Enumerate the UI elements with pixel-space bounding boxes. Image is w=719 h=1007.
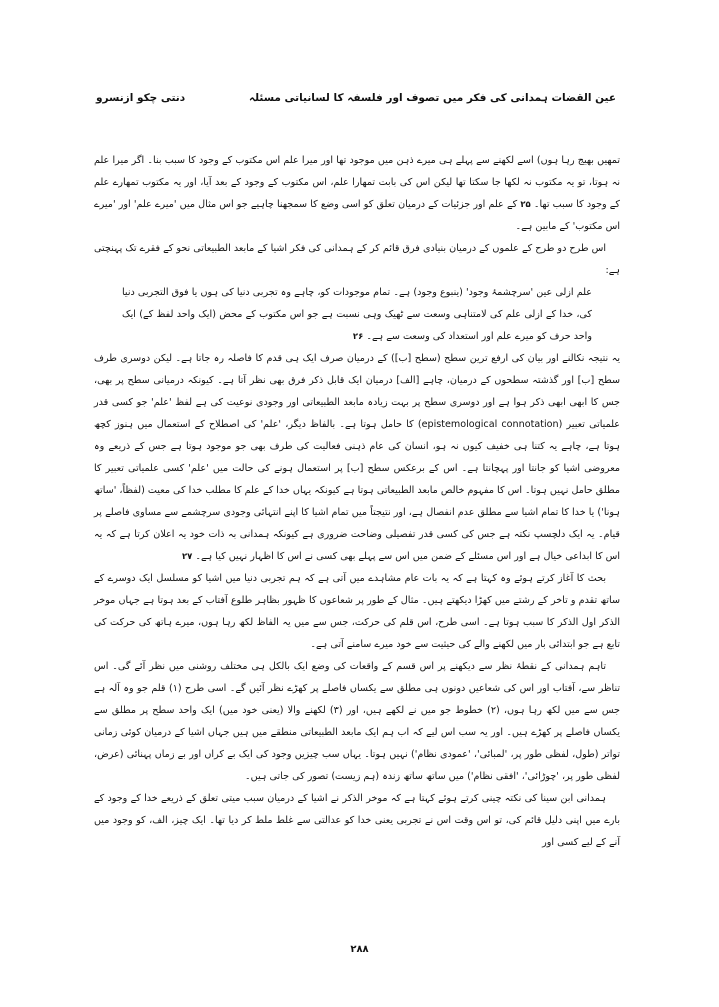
running-header-journal: دنتی چکو ازنسرو xyxy=(96,92,186,104)
paragraph-text: اس طرح دو طرح کے علموں کے درمیان بنیادی فرق قائم کر کے ہمدانی کی فکر اشیا کے مابعد الطبیعاتی نحو کے فقرے تک پہنچتی ہے: xyxy=(94,243,620,276)
paragraph-text: تاہم ہمدانی کے نقطۂ نظر سے دیکھنے پر اس قسم کے واقعات کی وضع ایک بالکل ہی مختلف روشنی میں نظر آئے گی۔ اس تناظر سے، آفتاب اور اس کی شعاعیں دونوں ہی مطلق سے یکساں فاصلے پر کھڑے نظر آئیں گے۔ اسی طرح (۱) قلم جو وہ آلہ ہے جس سے میں لکھ رہا ہوں، (۲) خطوط جو میں نے لکھے ہیں، اور (۳) لکھنے والا (یعنی خود میں) ایک واحد سطح پر مطلق سے یکساں فاصلے پر کھڑے ہیں۔ اور یہ سب اس لیے کہ اب ہم ایک مابعد الطبیعاتی منطقے میں ہیں جہاں اشیا کے درمیان کوئی زمانی تواتر (طول، لفظی طور پر، 'لمبائی'، 'عمودی نظام') نہیں ہوتا۔ یہاں سب چیزیں وجود کی ایک بے کراں اور بے زماں پہنائی (عرض، لفظی طور پر، 'چوڑائی'، 'افقی نظام') میں ساتھ ساتھ زندہ (ہم زیست) تصور کی جاتی ہیں۔ xyxy=(94,661,621,782)
paragraph xyxy=(94,238,620,282)
paragraph-text: بحث کا آغاز کرتے ہوئے وہ کہتا ہے کہ یہ بات عام مشاہدے میں آتی ہے کہ ہم تجربی دنیا میں اشیا کو مسلسل ایک دوسرے کے ساتھ تقدم و تاخر کے رشتے میں کھڑا دیکھتے ہیں۔ مثال کے طور پر شعاعوں کا ظہور بظاہر طلوع آفتاب کے بعد ہوتا ہے جہاں موخر الذکر اول الذکر کا سبب ہوتا ہے۔ اسی طرح، اس قلم کی حرکت، جس سے میں یہ الفاظ لکھ رہا ہوں، میرے ہاتھ کی حرکت کی تابع ہے جو ابتدائی بار میں لکھنے والے کی حیثیت سے خود میرے سامنے آتی ہے۔ xyxy=(94,573,620,650)
paragraph-text: تمھیں بھیج رہا ہوں) اسے لکھنے سے پہلے ہی میرے ذہن میں موجود تھا اور میرا علم اس مکتوب کے وجود کا سبب بنا۔ اگر میرا علم نہ ہوتا، تو یہ مکتوب نہ لکھا جا سکتا تھا لیکن اس کی بابت تمھارا علم، اس مکتوب کے وجود کے بعد آیا، اور یہ مکتوب تمھارے علم کے وجود کا سبب تھا۔ xyxy=(94,155,620,210)
paragraph-text: کے علم اور جزئیات کے درمیان تعلق کو اسی وضع کا سمجھنا چاہیے جو اس مثال میں 'میرے علم' اور 'میرے اس مکتوب' کے مابین ہے۔ xyxy=(94,199,620,232)
paragraph xyxy=(94,788,620,854)
running-header-title: عین القضات ہمدانی کی فکر میں تصوف اور فلسفہ کا لسانیاتی مسئلہ xyxy=(248,92,616,104)
body-text xyxy=(94,150,620,854)
footnote-marker: ۲۵ xyxy=(520,200,531,210)
page-number: ۲۸۸ xyxy=(350,944,369,955)
footnote-marker: ۲۶ xyxy=(352,332,364,342)
paragraph xyxy=(94,348,620,568)
quote-text: علم ازلی عین 'سرچشمۂ وجود' (ینبوع وجود) ہے۔ تمام موجودات کو، چاہے وہ تجربی دنیا کی ہوں یا فوق التجربی دنیا کی، خدا کے ازلی علم کی لامتناہی وسعت سے ٹھیک وہی نسبت ہے جو اس مکتوب کے محض (ایک واحد لفظ کے) ایک واحد حرف کو میرے علم اور استعداد کی وسعت سے ہے۔ xyxy=(122,287,592,342)
block-quote xyxy=(122,282,592,348)
paragraph-text: ہمدانی ابن سینا کی نکتہ چینی کرتے ہوئے کہتا ہے کہ موخر الذکر نے اشیا کے درمیان سبب میتی تعلق کے ذریعے خدا کے وجود کے بارے میں اپنی دلیل قائم کی، تو اس وقت اس نے تجربی یعنی خدا کو عدالتی سے غلط ملط کر دیا تھا۔ ایک چیز، الف، کو وجود میں آنے کے لیے کسی اور xyxy=(94,793,620,848)
running-header xyxy=(96,92,616,114)
paragraph xyxy=(94,150,620,238)
paragraph xyxy=(94,568,620,656)
footnote-marker: ۲۷ xyxy=(181,552,193,562)
paragraph xyxy=(94,656,620,788)
paragraph-text: یہ نتیجہ نکالنے اور بیان کی ارفع ترین سطح (سطح [ب]) کے درمیان صرف ایک ہی قدم کا فاصلہ رہ جاتا ہے۔ لیکن دوسری طرف سطح [ب] اور گذشتہ سطحوں کے درمیان، چاہے [الف] درمیان ایک قابل ذکر فرق بھی نظر آتا ہے۔ کیونکہ درمیانی سطح پر بھی، جس کا ابھی ابھی ذکر ہوا ہے اور دوسری سطح پر بہت زیادہ مابعد الطبیعاتی اور وجودی نوعیت کی ہے لفظ 'علم' جو کسی قدر علمیاتی تعبیر (epistemological connotation) کا حامل ہوتا ہے۔ بالفاظ دیگر، 'علم' کی اصطلاح کے استعمال میں ہنوز کچھ ہوتا ہے، چاہے یہ کتنا ہی خفیف کیوں نہ ہو، انسان کی عام ذہنی فعالیت کی طرف بھی جو موجود ہوتا ہے جس کے ذریعے وہ معروضی اشیا کو جانتا اور پہچانتا ہے۔ اس کے برعکس سطح [ب] پر استعمال ہونے کی حالت میں 'علم' کسی علمیاتی تعبیر کا مطلق حامل نہیں ہوتا۔ اس کا مفہوم خالص مابعد الطبیعاتی ہوتا ہے کیونکہ یہاں خدا کے علم کا مطلب خدا کی معیت (لفظاً، 'ساتھ ہونا') یا خدا کا تمام اشیا سے مطلق عدم انفصال ہے، اور نتیجتاً میں تمام اشیا کا اپنے انتہائی وجودی سرچشمے سے مساوی فاصلے پر قیام۔ یہ ایک دلچسپ نکتہ ہے جس کی کسی قدر تفصیلی وضاحت ضروری ہے کیونکہ ہمدانی بہ ذات خود یہ اعلان کرتا ہے کہ یہ اس کا ابداعی خیال ہے اور اس مسئلے کے ضمن میں اس سے پہلے بھی کسی نے اس کا اظہار نہیں کیا ہے۔ xyxy=(94,353,621,562)
